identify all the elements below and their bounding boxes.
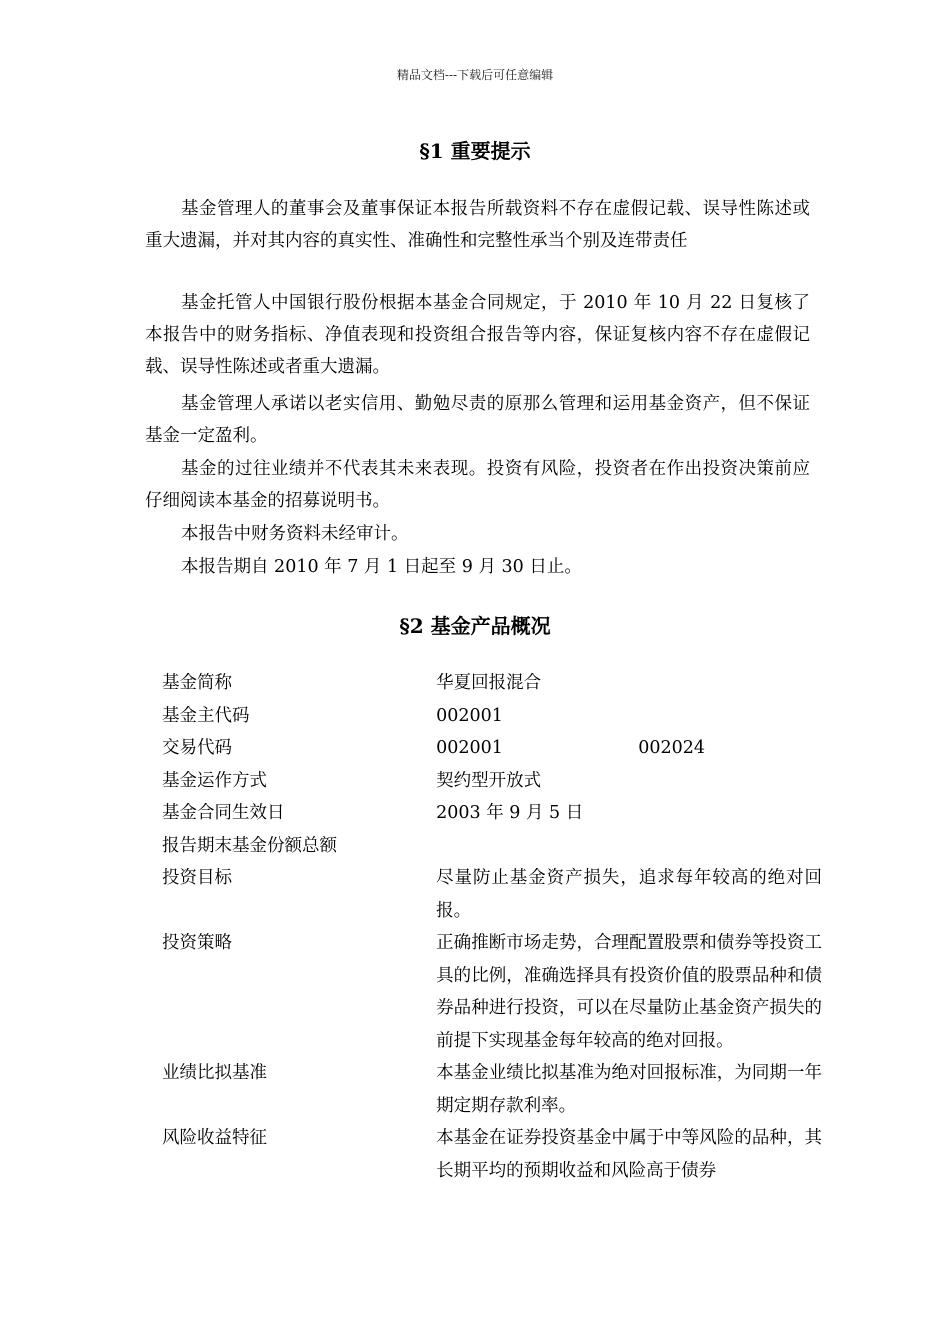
row-label: 报告期末基金份额总额: [162, 835, 337, 856]
row-value: 002001: [436, 738, 503, 758]
row-value: 2003 年 9 月 5 日: [436, 803, 584, 823]
section1-title: §1 重要提示: [419, 139, 531, 163]
section1-paragraph-4: 基金的过往业绩并不代表其未来表现。投资有风险，投资者在作出投资决策前应仔细阅读本基金的招募说明书。: [145, 459, 810, 511]
row-value-secondary: 002024: [638, 738, 706, 758]
row-value: 本基金在证券投资基金中属于中等风险的品种，其长期平均的预期收益和风险高于债券: [436, 1128, 822, 1181]
row-label: 投资策略: [162, 933, 232, 953]
table-row: [162, 1122, 822, 1187]
row-value: 华夏回报混合: [436, 673, 542, 693]
fund-overview-table: [162, 667, 822, 1187]
row-label: 基金运作方式: [162, 770, 267, 791]
row-value: 002001: [436, 705, 503, 726]
row-value: 尽量防止基金资产损失，追求每年较高的绝对回报。: [436, 868, 822, 921]
row-value: [436, 830, 822, 863]
table-row: [162, 765, 822, 798]
section1-paragraph-2: 基金托管人中国银行股份根据本基金合同规定，于 2010 年 10 月 22 日复核了本报告中的财务指标、净值表现和投资组合报告等内容，保证复核内容不存在虚假记载、误导性陈述或者重大遗漏。: [145, 293, 810, 377]
page-header: 精品文档---下载后可任意编辑: [396, 68, 554, 82]
section1-paragraph-1: 基金管理人的董事会及董事保证本报告所载资料不存在虚假记载、误导性陈述或重大遗漏，并对其内容的真实性、准确性和完整性承当个别及连带责任: [145, 199, 810, 251]
row-value: 契约型开放式: [436, 770, 542, 791]
row-label: 基金合同生效日: [162, 803, 285, 823]
table-row: [162, 732, 822, 765]
table-row: [162, 862, 822, 927]
row-value: 正确推断市场走势，合理配置股票和债券等投资工具的比例，准确选择具有投资价值的股票品种和债券品种进行投资，可以在尽量防止基金资产损失的前提下实现基金每年较高的绝对回报。: [436, 933, 822, 1051]
section1-paragraph-3: 基金管理人承诺以老实信用、勤勉尽责的原那么管理和运用基金资产，但不保证基金一定盈利。: [145, 394, 810, 446]
table-row: [162, 1057, 822, 1122]
table-row: [162, 797, 822, 830]
row-label: 风险收益特征: [162, 1128, 267, 1148]
section1-paragraph-6: 本报告期自 2010 年 7 月 1 日起至 9 月 30 日止。: [181, 557, 582, 577]
section2-title: §2 基金产品概况: [399, 614, 551, 638]
row-label: 业绩比拟基准: [162, 1063, 267, 1083]
section1-paragraph-5: 本报告中财务资料未经审计。: [181, 524, 409, 544]
row-label: 基金主代码: [162, 705, 250, 726]
row-label: 交易代码: [162, 738, 232, 758]
table-row: [162, 700, 822, 733]
table-row: [162, 667, 822, 700]
table-row: [162, 830, 822, 863]
row-label: 基金简称: [162, 673, 232, 693]
row-label: 投资目标: [162, 868, 232, 888]
table-row: [162, 927, 822, 1057]
row-value: 本基金业绩比拟基准为绝对回报标准，为同期一年期定期存款利率。: [436, 1063, 822, 1116]
